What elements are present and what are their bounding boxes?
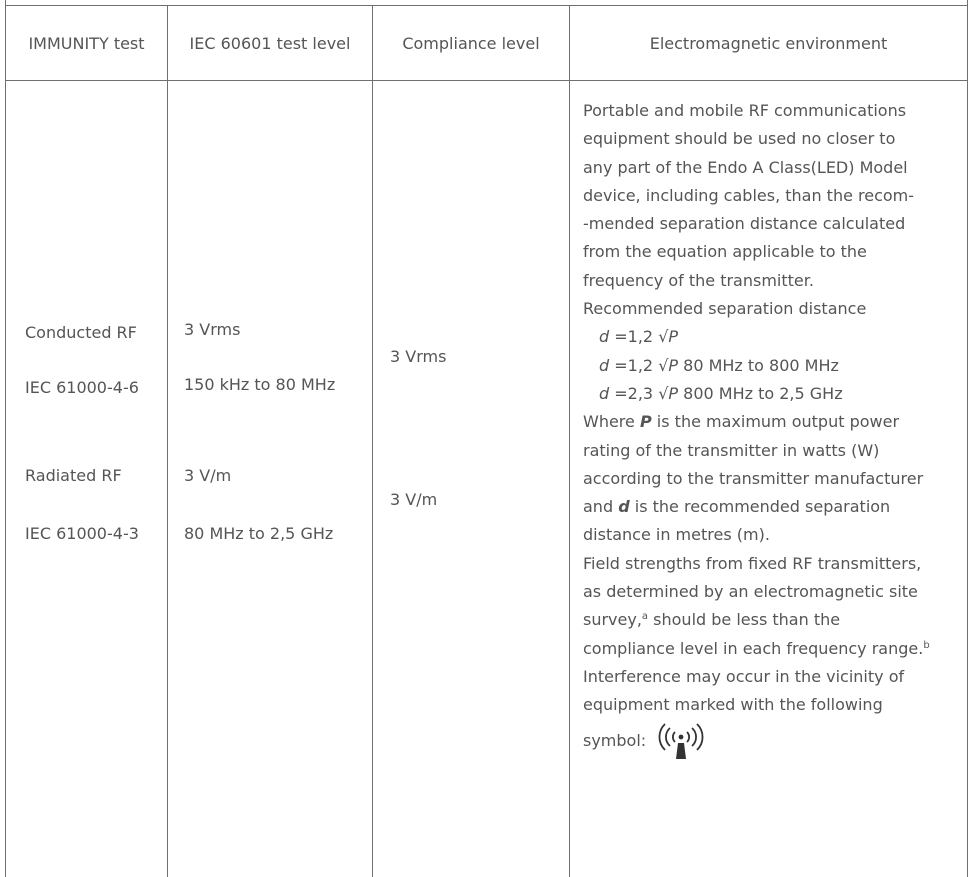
env-line: Field strengths from fixed RF transmitters, [583, 553, 922, 573]
compliance-text: compliance level in each frequency range. [583, 638, 924, 658]
header-electromagnetic-environment: Electromagnetic environment [649, 34, 888, 53]
env-line: as determined by an electromagnetic site [583, 582, 918, 602]
non-ionizing-radiation-icon [657, 720, 705, 769]
equation-2-coefficient: =1,2 [614, 355, 654, 375]
env-line: frequency of the transmitter. [583, 270, 814, 290]
env-line [583, 408, 968, 436]
equation-3: d =2,3 √P 800 MHz to 2,5 GHz [599, 383, 843, 403]
radiated-test-level: 3 V/m [184, 466, 232, 485]
footnote-a: a [641, 611, 649, 623]
equation-3-range: 800 MHz to 2,5 GHz [683, 383, 843, 403]
where-description: is the maximum output power [656, 412, 900, 432]
env-line: Interference may occur in the vicinity of [583, 666, 905, 686]
env-line: from the equation applicable to the [583, 242, 867, 262]
equation-1-coefficient: =1,2 [614, 327, 654, 347]
and-description: is the recommended separation [634, 497, 891, 517]
env-line: rating of the transmitter in watts (W) [583, 440, 880, 460]
env-line: equipment marked with the following [583, 695, 883, 715]
where-label: Where [583, 412, 635, 432]
env-line: any part of the Endo A Class(LED) Model [583, 157, 908, 177]
env-line [583, 635, 968, 663]
header-compliance-level: Compliance level [402, 34, 540, 53]
conducted-rf-label: Conducted RF [25, 323, 137, 342]
footnote-b: b [923, 639, 930, 651]
conducted-compliance-level: 3 Vrms [390, 347, 447, 366]
env-line: Portable and mobile RF communications [583, 101, 907, 120]
radiated-rf-standard: IEC 61000-4-3 [25, 524, 139, 543]
header-top-border [5, 5, 968, 6]
conducted-frequency-range: 150 kHz to 80 MHz [184, 375, 336, 394]
header-test-level: IEC 60601 test level [189, 34, 351, 53]
survey-text: survey, [583, 610, 642, 630]
env-line: equipment should be used no closer to [583, 129, 896, 149]
radiated-frequency-range: 80 MHz to 2,5 GHz [184, 524, 334, 543]
power-symbol: P [639, 412, 652, 432]
distance-symbol: d [618, 497, 630, 517]
survey-text-cont: should be less than the [653, 610, 841, 630]
header-bottom-border [5, 80, 968, 81]
env-line [583, 493, 968, 521]
radiated-compliance-level: 3 V/m [390, 490, 438, 509]
col-divider-1 [167, 5, 168, 877]
equation-2-range: 80 MHz to 800 MHz [683, 355, 839, 375]
env-line: distance in metres (m). [583, 525, 770, 545]
col-divider-2 [372, 5, 373, 877]
table-left-border [5, 0, 6, 877]
conducted-rf-standard: IEC 61000-4-6 [25, 378, 139, 397]
equation-1: d =1,2 √P [599, 327, 679, 347]
symbol-label: symbol: [583, 730, 647, 750]
env-line: Recommended separation distance [583, 299, 867, 319]
header-immunity-test: IMMUNITY test [28, 34, 145, 53]
equation-3-coefficient: =2,3 [614, 383, 654, 403]
equation-2: d =1,2 √P 80 MHz to 800 MHz [599, 355, 839, 375]
env-line [583, 720, 968, 769]
env-line: -mended separation distance calculated [583, 214, 906, 234]
and-label: and [583, 497, 614, 517]
env-line: device, including cables, than the recom- [583, 185, 915, 205]
col-divider-3 [569, 5, 570, 877]
radiated-rf-label: Radiated RF [25, 466, 122, 485]
conducted-test-level: 3 Vrms [184, 320, 241, 339]
env-line [583, 606, 968, 634]
electromagnetic-environment-text [583, 97, 968, 769]
env-line: according to the transmitter manufacturer [583, 468, 924, 488]
